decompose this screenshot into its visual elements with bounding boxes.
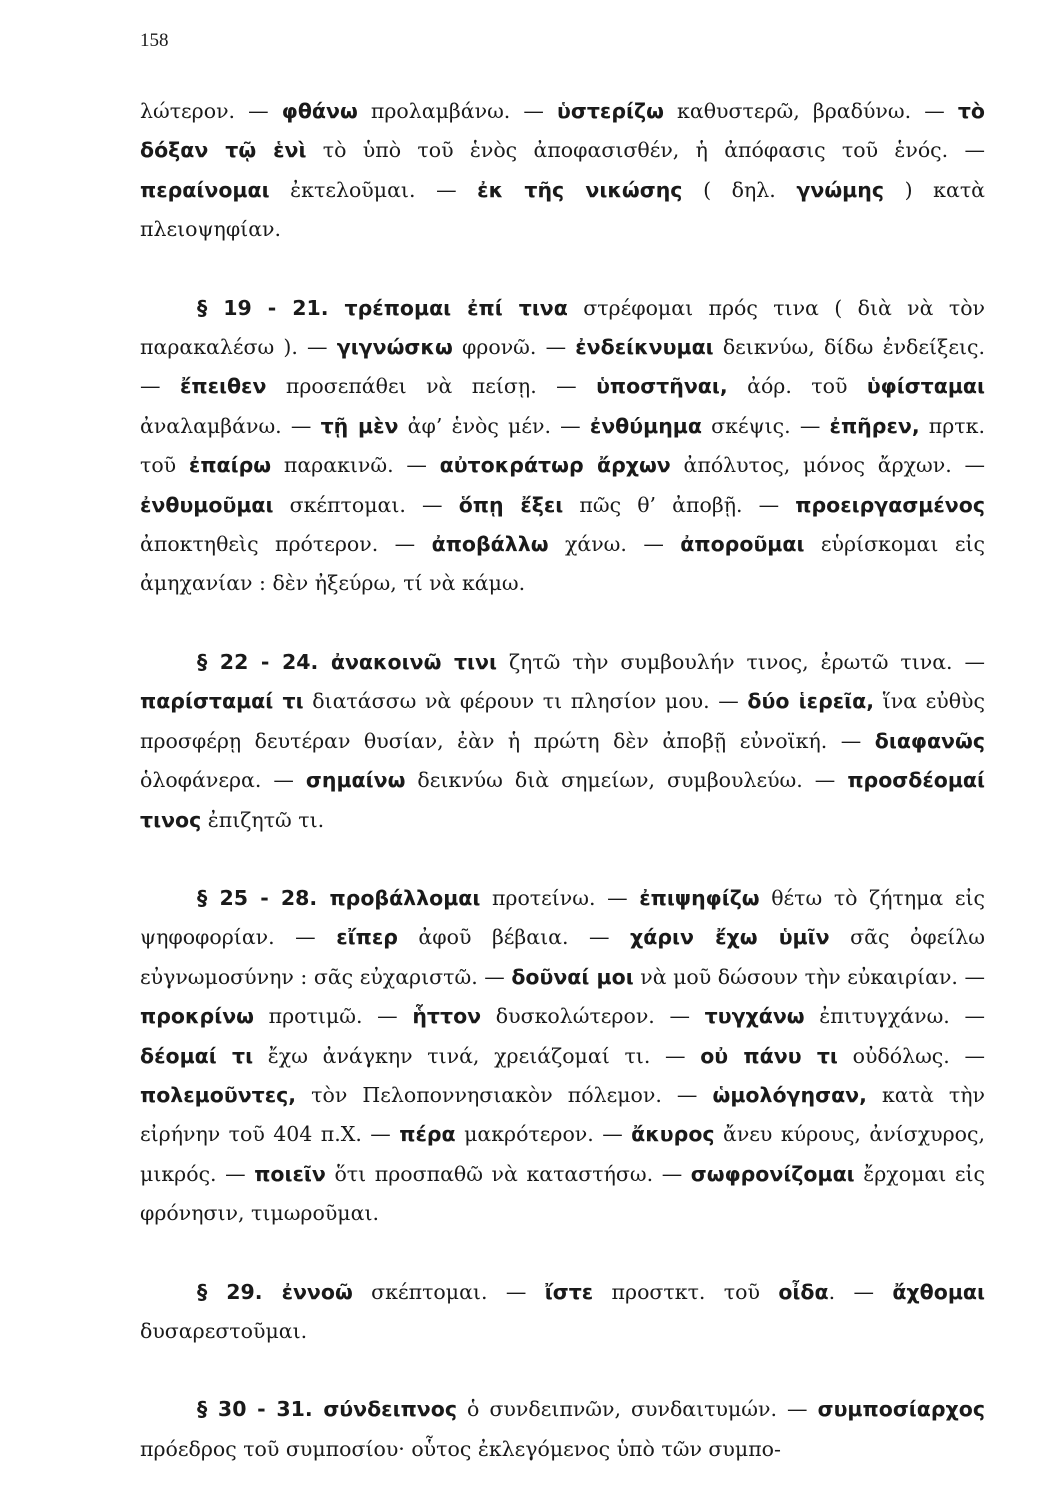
glossary-term: προσδέομαί τινος — [140, 768, 985, 832]
glossary-section — [140, 643, 985, 840]
glossary-term: ἐπαίρω — [188, 453, 272, 478]
glossary-term: σημαίνω — [305, 768, 406, 793]
glossary-definition: ἐπιτυγχάνω. — — [804, 1004, 985, 1029]
glossary-definition: παρακινῶ. — — [271, 453, 440, 478]
glossary-term: γιγνώσκω — [336, 335, 453, 360]
glossary-definition: προσεπάθει νὰ πείσῃ. — — [266, 374, 597, 399]
glossary-continuation — [140, 92, 985, 250]
glossary-definition: ἵνα εὐθὺς προσφέρῃ δευτέραν θυσίαν, ἐὰν ἡ πρώτη δὲν ἀποβῇ εὐνοϊκή. — — [140, 689, 985, 753]
glossary-term: ἀποβάλλω — [431, 532, 549, 557]
glossary-definition: δεικνύω διὰ σημείων, συμβουλεύω. — — [405, 768, 848, 793]
glossary-section — [140, 1390, 985, 1469]
glossary-term: ὑστερίζω — [557, 99, 664, 123]
glossary-term: δοῦναί μοι — [511, 964, 634, 989]
glossary-definition: καθυστερῶ, βραδύνω. — — [663, 99, 958, 123]
glossary-definition: σκέπτομαι. — — [352, 1279, 545, 1304]
glossary-section — [140, 1273, 985, 1352]
glossary-text — [140, 92, 985, 1469]
glossary-term: ἄχθομαι — [892, 1279, 985, 1304]
glossary-definition: ἀναλαμβάνω. — — [140, 413, 321, 438]
glossary-term: παρίσταμαί τι — [140, 689, 304, 714]
glossary-term: εἴπερ — [336, 925, 398, 950]
section-number: § 25 - 28. — [197, 885, 330, 910]
page-number: 158 — [140, 30, 169, 51]
glossary-definition: οὐδόλως. — — [837, 1043, 985, 1068]
glossary-term: σωφρονίζομαι — [690, 1161, 855, 1186]
glossary-term: αὐτοκράτωρ ἄρχων — [439, 453, 671, 478]
glossary-definition: ( δηλ. — [682, 177, 797, 202]
section-number: § 19 - 21. — [197, 295, 345, 320]
glossary-definition: φρονῶ. — — [452, 335, 576, 360]
glossary-term: ἀνακοινῶ τινι — [330, 649, 497, 674]
glossary-definition: τὸν Πελοποννησιακὸν πόλεμον. — — [296, 1082, 713, 1107]
glossary-term: ἄκυρος — [631, 1122, 715, 1147]
glossary-definition: ὁ συνδειπνῶν, συνδαιτυμών. — — [456, 1397, 818, 1422]
glossary-term: προειργασμένος — [795, 492, 986, 517]
glossary-definition: προτιμῶ. — — [253, 1004, 413, 1029]
glossary-definition: τὸ ὑπὸ τοῦ ἑνὸς ἀποφασισθέν, ἡ ἀπόφασις τοῦ ἑνός. — — [306, 138, 985, 163]
glossary-definition: δεικνύω, δίδω ἐνδείξεις. — — [140, 335, 985, 399]
glossary-definition: διατάσσω νὰ φέρουν τι πλησίον μου. — — [303, 689, 748, 714]
glossary-term: ἐνθύμημα — [589, 413, 702, 438]
glossary-definition: ἀφοῦ βέβαια. — — [397, 925, 631, 950]
glossary-section — [140, 879, 985, 1234]
glossary-definition: ἀποκτηθεὶς πρότερον. — — [140, 532, 432, 557]
glossary-definition: νὰ μοῦ δώσουν τὴν εὐκαιρίαν. — — [633, 964, 985, 989]
glossary-definition: σκέπτομαι. — — [273, 492, 459, 517]
glossary-definition: πρτκ. τοῦ — [140, 413, 985, 478]
glossary-definition: σκέψις. — — [701, 413, 830, 438]
glossary-term: ἐπιψηφίζω — [639, 885, 760, 910]
glossary-definition: θέτω τὸ ζήτημα εἰς ψηφοφορίαν. — — [140, 885, 985, 950]
glossary-term: πολεμοῦντες, — [140, 1082, 297, 1107]
glossary-definition: ἀφ’ ἑνὸς μέν. — — [398, 413, 590, 438]
glossary-term: δύο ἱερεῖα, — [747, 689, 875, 714]
glossary-definition: ἐπιζητῶ τι. — [201, 807, 325, 832]
glossary-definition: κατὰ τὴν εἰρήνην τοῦ 404 π.Χ. — — [140, 1082, 985, 1147]
glossary-definition: μακρότερον. — — [455, 1122, 632, 1147]
glossary-definition: δυσαρεστοῦμαι. — [140, 1318, 308, 1343]
glossary-definition: πρόεδρος τοῦ συμποσίου· οὗτος ἐκλεγόμενος ὑπὸ τῶν συμπο- — [140, 1436, 781, 1461]
glossary-definition: πῶς θ’ ἀποβῇ. — — [563, 492, 796, 517]
glossary-term: τῇ μὲν — [320, 413, 399, 438]
glossary-term: ἔπειθεν — [179, 374, 267, 399]
glossary-definition: λώτερον. — — [140, 99, 282, 123]
glossary-term: συμποσίαρχος — [817, 1397, 985, 1422]
glossary-definition: ἔχω ἀνάγκην τινά, χρειάζομαί τι. — — [253, 1043, 701, 1068]
glossary-definition: . — — [828, 1279, 893, 1304]
glossary-term: τὸ δόξαν τῷ ἑνὶ — [140, 99, 986, 163]
glossary-definition: προστκτ. τοῦ — [593, 1279, 779, 1304]
glossary-definition: ὅτι προσπαθῶ νὰ καταστήσω. — — [325, 1161, 691, 1186]
glossary-definition: ἄνευ κύρους, ἀνίσχυρος, μικρός. — — [140, 1122, 985, 1186]
glossary-term: δέομαί τι — [140, 1043, 254, 1068]
glossary-definition: στρέφομαι πρός τινα ( διὰ νὰ τὸν παρακαλέσω ). — — [140, 295, 985, 360]
glossary-definition: προλαμβάνω. — — [357, 99, 558, 123]
section-number: § 22 - 24. — [197, 649, 331, 674]
glossary-term: ἧττον — [412, 1004, 482, 1029]
glossary-term: τρέπομαι ἐπί τινα — [344, 295, 568, 320]
glossary-definition: ἀπόλυτος, μόνος ἄρχων. — — [670, 453, 986, 478]
glossary-term: χάριν ἔχω ὑμῖν — [630, 925, 830, 950]
glossary-section — [140, 289, 985, 604]
glossary-definition: ὁλοφάνερα. — — [140, 768, 306, 793]
glossary-term: ὑφίσταμαι — [866, 374, 985, 399]
glossary-term: ὡμολόγησαν, — [712, 1082, 867, 1107]
section-number: § 30 - 31. — [197, 1397, 324, 1422]
glossary-definition: ζητῶ τὴν συμβουλήν τινος, ἐρωτῶ τινα. — — [497, 649, 986, 674]
glossary-term: ἐπῆρεν, — [829, 413, 920, 438]
glossary-definition: χάνω. — — [548, 532, 681, 557]
glossary-term: ἐνδείκνυμαι — [575, 335, 714, 360]
glossary-term: γνώμης — [796, 177, 884, 202]
glossary-term: πέρα — [399, 1122, 456, 1147]
glossary-term: ἐννοῶ — [281, 1279, 353, 1304]
glossary-term: ποιεῖν — [254, 1161, 326, 1186]
glossary-definition: ἔρχομαι εἰς φρόνησιν, τιμωροῦμαι. — [140, 1161, 985, 1226]
glossary-term: φθάνω — [281, 99, 358, 123]
glossary-term: σύνδειπνος — [323, 1397, 457, 1422]
glossary-definition: ) κατὰ πλειοψηφίαν. — [140, 177, 986, 242]
glossary-term: ἐνθυμοῦμαι — [140, 492, 274, 517]
glossary-definition: εὑρίσκομαι εἰς ἀμηχανίαν : δὲν ἠξεύρω, τί νὰ κάμω. — [140, 532, 985, 596]
glossary-term: προβάλλομαι — [329, 885, 481, 910]
glossary-term: τυγχάνω — [704, 1004, 805, 1029]
glossary-definition: προτείνω. — — [480, 885, 640, 910]
glossary-definition: σᾶς ὀφείλω εὐγνωμοσύνην : σᾶς εὐχαριστῶ. — — [140, 925, 986, 989]
glossary-term: ὑποστῆναι, — [596, 374, 728, 399]
glossary-definition: δυσκολώτερον. — — [481, 1004, 705, 1029]
glossary-term: οἶδα — [778, 1279, 829, 1304]
glossary-definition: ἀόρ. τοῦ — [727, 374, 867, 399]
glossary-term: οὐ πάνυ τι — [700, 1043, 838, 1068]
glossary-term: ἐκ τῆς νικώσης — [477, 177, 683, 202]
glossary-term: ἴστε — [544, 1279, 594, 1304]
glossary-definition: ἐκτελοῦμαι. — — [269, 177, 478, 202]
glossary-term: ὅπῃ ἔξει — [458, 492, 564, 517]
glossary-term: περαίνομαι — [140, 177, 270, 202]
glossary-term: προκρίνω — [140, 1004, 254, 1029]
glossary-term: ἀποροῦμαι — [680, 532, 805, 557]
section-number: § 29. — [197, 1279, 282, 1304]
glossary-term: διαφανῶς — [874, 728, 985, 753]
